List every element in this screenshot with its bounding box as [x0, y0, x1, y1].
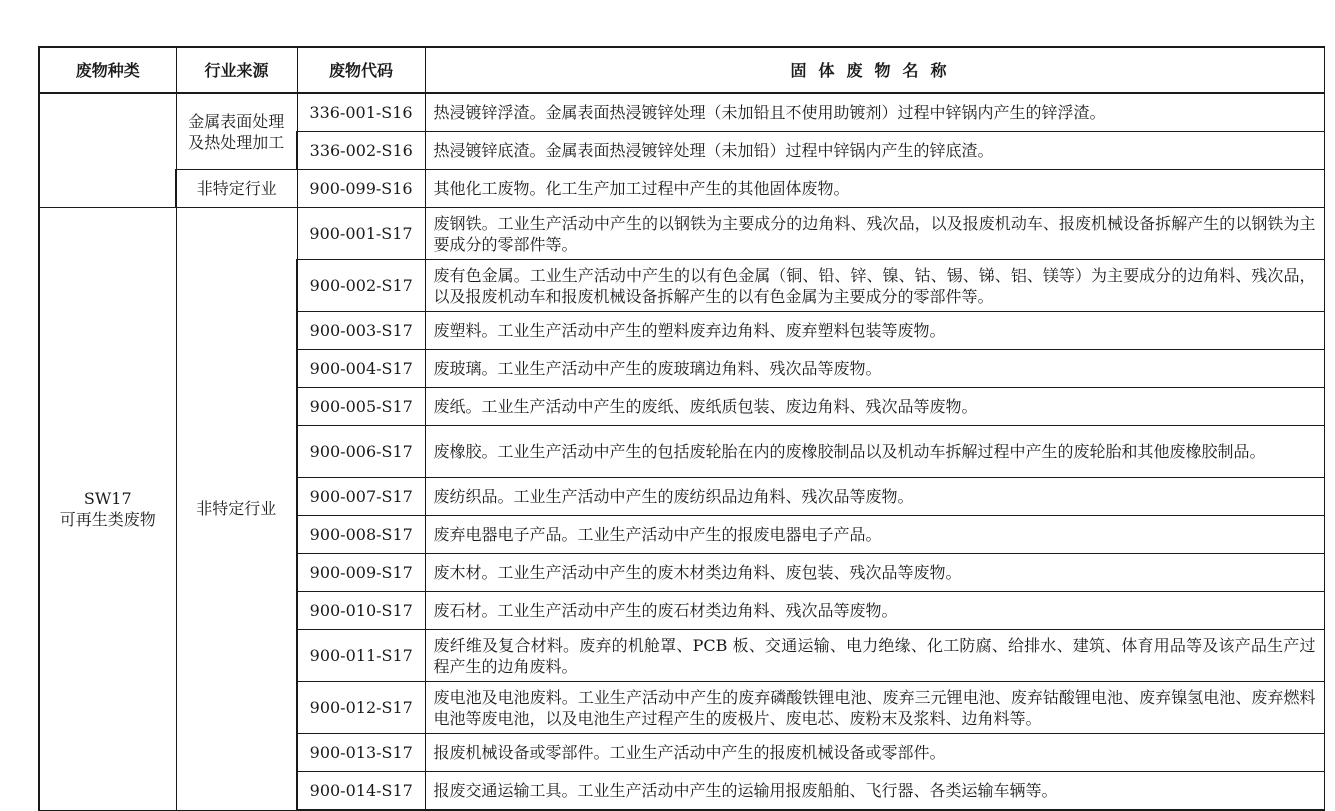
- waste-code-cell: 900-013-S17: [297, 734, 425, 772]
- header-industry-source: 行业来源: [176, 47, 297, 93]
- waste-name-cell: 报废机械设备或零部件。工业生产活动中产生的报废机械设备或零部件。: [425, 734, 1324, 772]
- waste-code-cell: 900-002-S17: [297, 260, 425, 312]
- waste-name-cell: 废弃电器电子产品。工业生产活动中产生的报废电器电子产品。: [425, 516, 1324, 554]
- waste-name-cell: 报废交通运输工具。工业生产活动中产生的运输用报废船舶、飞行器、各类运输车辆等。: [425, 772, 1324, 811]
- waste-code-cell: 336-001-S16: [297, 93, 425, 132]
- table-row: [39, 170, 1324, 208]
- header-waste-type: 废物种类: [39, 47, 176, 93]
- waste-type-cell: [39, 208, 176, 811]
- waste-code-cell: 900-010-S17: [297, 592, 425, 630]
- document-page: [38, 46, 1323, 811]
- category-code: SW17: [83, 488, 132, 508]
- waste-name-cell: 废纸。工业生产活动中产生的废纸、废纸质包装、废边角料、残次品等废物。: [425, 388, 1324, 426]
- waste-name-cell: 废有色金属。工业生产活动中产生的以有色金属（铜、铅、锌、镍、钴、锡、锑、铝、镁等）为主要成分的边角料、残次品，以及报废机动车和报废机械设备拆解产生的以有色金属为主要成分的零部件等。: [425, 260, 1324, 312]
- waste-code-cell: 900-012-S17: [297, 682, 425, 734]
- waste-name-cell: 其他化工废物。化工生产加工过程中产生的其他固体废物。: [425, 170, 1324, 208]
- solid-waste-table: [38, 46, 1325, 811]
- waste-name-cell: 废橡胶。工业生产活动中产生的包括废轮胎在内的废橡胶制品以及机动车拆解过程中产生的废轮胎和其他废橡胶制品。: [425, 426, 1324, 478]
- waste-name-cell: 废纺织品。工业生产活动中产生的废纺织品边角料、残次品等废物。: [425, 478, 1324, 516]
- waste-code-cell: 900-099-S16: [297, 170, 425, 208]
- category-name: 可再生类废物: [59, 509, 156, 529]
- waste-code-cell: 900-005-S17: [297, 388, 425, 426]
- waste-code-cell: 900-006-S17: [297, 426, 425, 478]
- industry-cell: 金属表面处理及热处理加工: [176, 93, 297, 170]
- industry-cell: 非特定行业: [176, 208, 297, 811]
- header-waste-code: 废物代码: [297, 47, 425, 93]
- waste-code-cell: 900-001-S17: [297, 208, 425, 260]
- waste-code-cell: 900-007-S17: [297, 478, 425, 516]
- waste-code-cell: 336-002-S16: [297, 132, 425, 170]
- waste-code-cell: 900-004-S17: [297, 350, 425, 388]
- waste-name-cell: 废木材。工业生产活动中产生的废木材类边角料、废包装、残次品等废物。: [425, 554, 1324, 592]
- table-header-row: [39, 47, 1324, 93]
- waste-code-cell: 900-008-S17: [297, 516, 425, 554]
- waste-name-cell: 废钢铁。工业生产活动中产生的以钢铁为主要成分的边角料、残次品，以及报废机动车、报废机械设备拆解产生的以钢铁为主要成分的零部件等。: [425, 208, 1324, 260]
- waste-type-cell-empty: [39, 93, 176, 208]
- waste-name-cell: 热浸镀锌浮渣。金属表面热浸镀锌处理（未加铅且不使用助镀剂）过程中锌锅内产生的锌浮渣。: [425, 93, 1324, 132]
- waste-name-cell: 废玻璃。工业生产活动中产生的废玻璃边角料、残次品等废物。: [425, 350, 1324, 388]
- industry-cell: 非特定行业: [176, 170, 297, 208]
- waste-name-cell: 废石材。工业生产活动中产生的废石材类边角料、残次品等废物。: [425, 592, 1324, 630]
- header-waste-name: 固体废物名称: [425, 47, 1324, 93]
- waste-code-cell: 900-003-S17: [297, 312, 425, 350]
- waste-name-cell: 热浸镀锌底渣。金属表面热浸镀锌处理（未加铅）过程中锌锅内产生的锌底渣。: [425, 132, 1324, 170]
- waste-code-cell: 900-014-S17: [297, 772, 425, 811]
- waste-code-cell: 900-009-S17: [297, 554, 425, 592]
- table-row: [39, 93, 1324, 132]
- waste-name-cell: 废塑料。工业生产活动中产生的塑料废弃边角料、废弃塑料包装等废物。: [425, 312, 1324, 350]
- waste-code-cell: 900-011-S17: [297, 630, 425, 682]
- waste-name-cell: 废电池及电池废料。工业生产活动中产生的废弃磷酸铁锂电池、废弃三元锂电池、废弃钴酸锂电池、废弃镍氢电池、废弃燃料电池等废电池，以及电池生产过程产生的废极片、废电芯、废粉末及浆料、边角料等。: [425, 682, 1324, 734]
- waste-name-cell: 废纤维及复合材料。废弃的机舱罩、PCB 板、交通运输、电力绝缘、化工防腐、给排水、建筑、体育用品等及该产品生产过程产生的边角废料。: [425, 630, 1324, 682]
- table-row: [39, 208, 1324, 260]
